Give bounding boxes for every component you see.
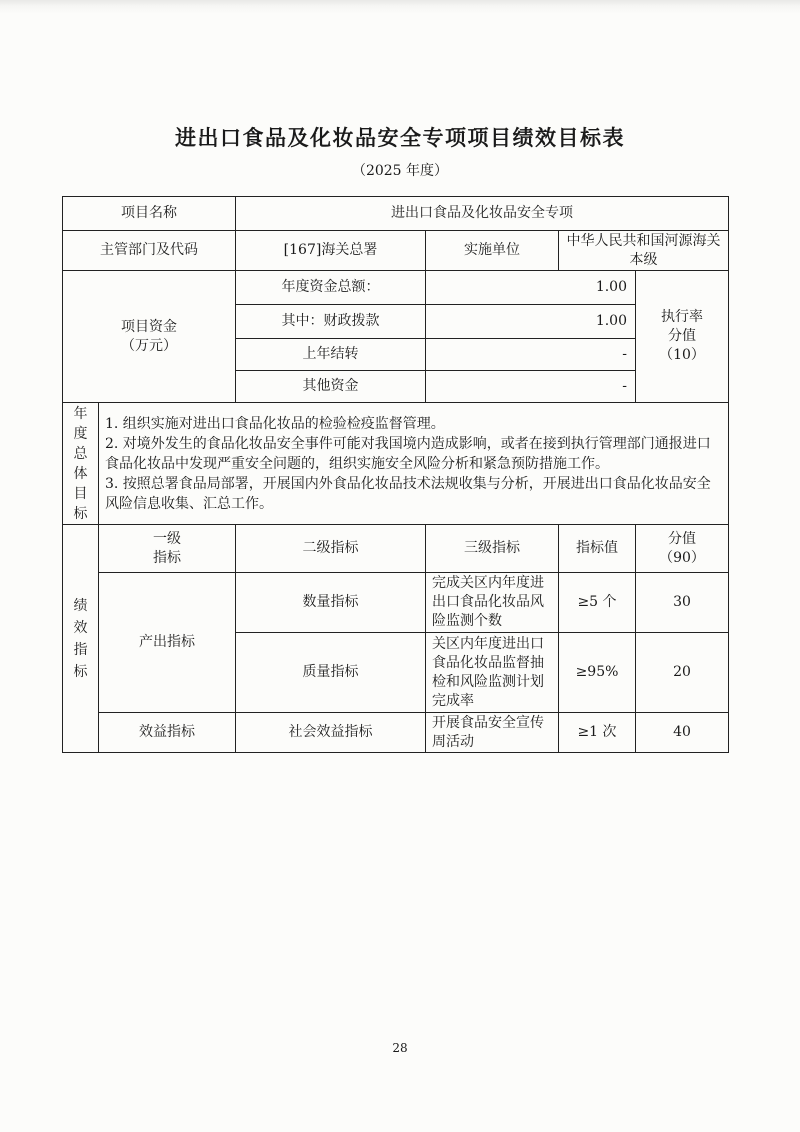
funds-label	[63, 271, 236, 403]
indicators-label	[63, 525, 99, 753]
score-cell: 30	[636, 573, 729, 633]
level3-cell: 关区内年度进出口食品化妆品监督抽检和风险监测计划完成率	[426, 633, 559, 713]
level2-cell: 质量指标	[236, 633, 426, 713]
goal-item: 3. 按照总署食品局部署，开展国内外食品化妆品技术法规收集与分析，开展进出口食品化妆品安全风险信息收集、汇总工作。	[105, 475, 711, 512]
value-header: 指标值	[559, 525, 636, 573]
department-value: [167]海关总署	[236, 231, 426, 271]
goals-label	[63, 403, 99, 525]
page-subtitle: （2025 年度）	[351, 163, 449, 179]
project-name-row	[63, 197, 729, 231]
level2-cell: 社会效益指标	[236, 713, 426, 753]
level1-header-line: 一级	[153, 530, 181, 547]
indicator-row	[63, 713, 729, 753]
goals-label-text: 年度总体目标	[73, 405, 88, 522]
funds-label-line: 项目资金	[121, 318, 177, 335]
execution-score-line: 执行率	[661, 309, 703, 325]
funds-item-value: -	[426, 371, 636, 403]
funds-item-label: 其他资金	[236, 371, 426, 403]
score-cell: 40	[636, 713, 729, 753]
page-number: 28	[392, 1041, 408, 1055]
funds-item-label: 上年结转	[236, 339, 426, 371]
execution-score-line: 分值	[668, 328, 696, 344]
level1-cell: 效益指标	[99, 713, 236, 753]
level2-cell: 数量指标	[236, 573, 426, 633]
score-header-line: （90）	[659, 549, 705, 566]
funds-item-label: 年度资金总额：	[236, 271, 426, 305]
goal-item: 2. 对境外发生的食品化妆品安全事件可能对我国境内造成影响，或者在接到执行管理部门通报进口食品化妆品中发现严重安全问题的，组织实施安全风险分析和紧急预防措施工作。	[105, 435, 711, 472]
funds-item-value: -	[426, 339, 636, 371]
implementer-label: 实施单位	[426, 231, 559, 271]
level3-header: 三级指标	[426, 525, 559, 573]
level1-header	[99, 525, 236, 573]
indicators-label-text: 绩效指标	[73, 597, 88, 680]
funds-item-value: 1.00	[426, 305, 636, 339]
department-label: 主管部门及代码	[63, 231, 236, 271]
funds-label-line: （万元）	[121, 337, 177, 354]
project-name-label: 项目名称	[63, 197, 236, 231]
indicator-row	[63, 573, 729, 633]
performance-target-table	[62, 196, 729, 753]
indicator-header-row	[63, 525, 729, 573]
goals-row	[63, 403, 729, 525]
execution-score-label	[636, 271, 729, 403]
level1-header-line: 指标	[153, 549, 181, 566]
level3-cell: 开展食品安全宣传周活动	[426, 713, 559, 753]
score-header-line: 分值	[668, 530, 696, 547]
indicator-value-cell: ≥5 个	[559, 573, 636, 633]
indicator-value-cell: ≥95%	[559, 633, 636, 713]
funds-row	[63, 271, 729, 305]
page-title: 进出口食品及化妆品安全专项项目绩效目标表	[175, 126, 625, 150]
department-row	[63, 231, 729, 271]
score-cell: 20	[636, 633, 729, 713]
execution-score-line: （10）	[659, 347, 705, 363]
funds-item-label: 其中：财政拨款	[236, 305, 426, 339]
goals-text	[99, 403, 729, 525]
indicator-value-cell: ≥1 次	[559, 713, 636, 753]
goal-item: 1. 组织实施对进出口食品化妆品的检验检疫监督管理。	[105, 415, 445, 432]
funds-item-value: 1.00	[426, 271, 636, 305]
level1-cell: 产出指标	[99, 573, 236, 713]
level3-cell: 完成关区内年度进出口食品化妆品风险监测个数	[426, 573, 559, 633]
implementer-value: 中华人民共和国河源海关本级	[559, 231, 729, 271]
score-header	[636, 525, 729, 573]
level2-header: 二级指标	[236, 525, 426, 573]
project-name-value: 进出口食品及化妆品安全专项	[236, 197, 729, 231]
